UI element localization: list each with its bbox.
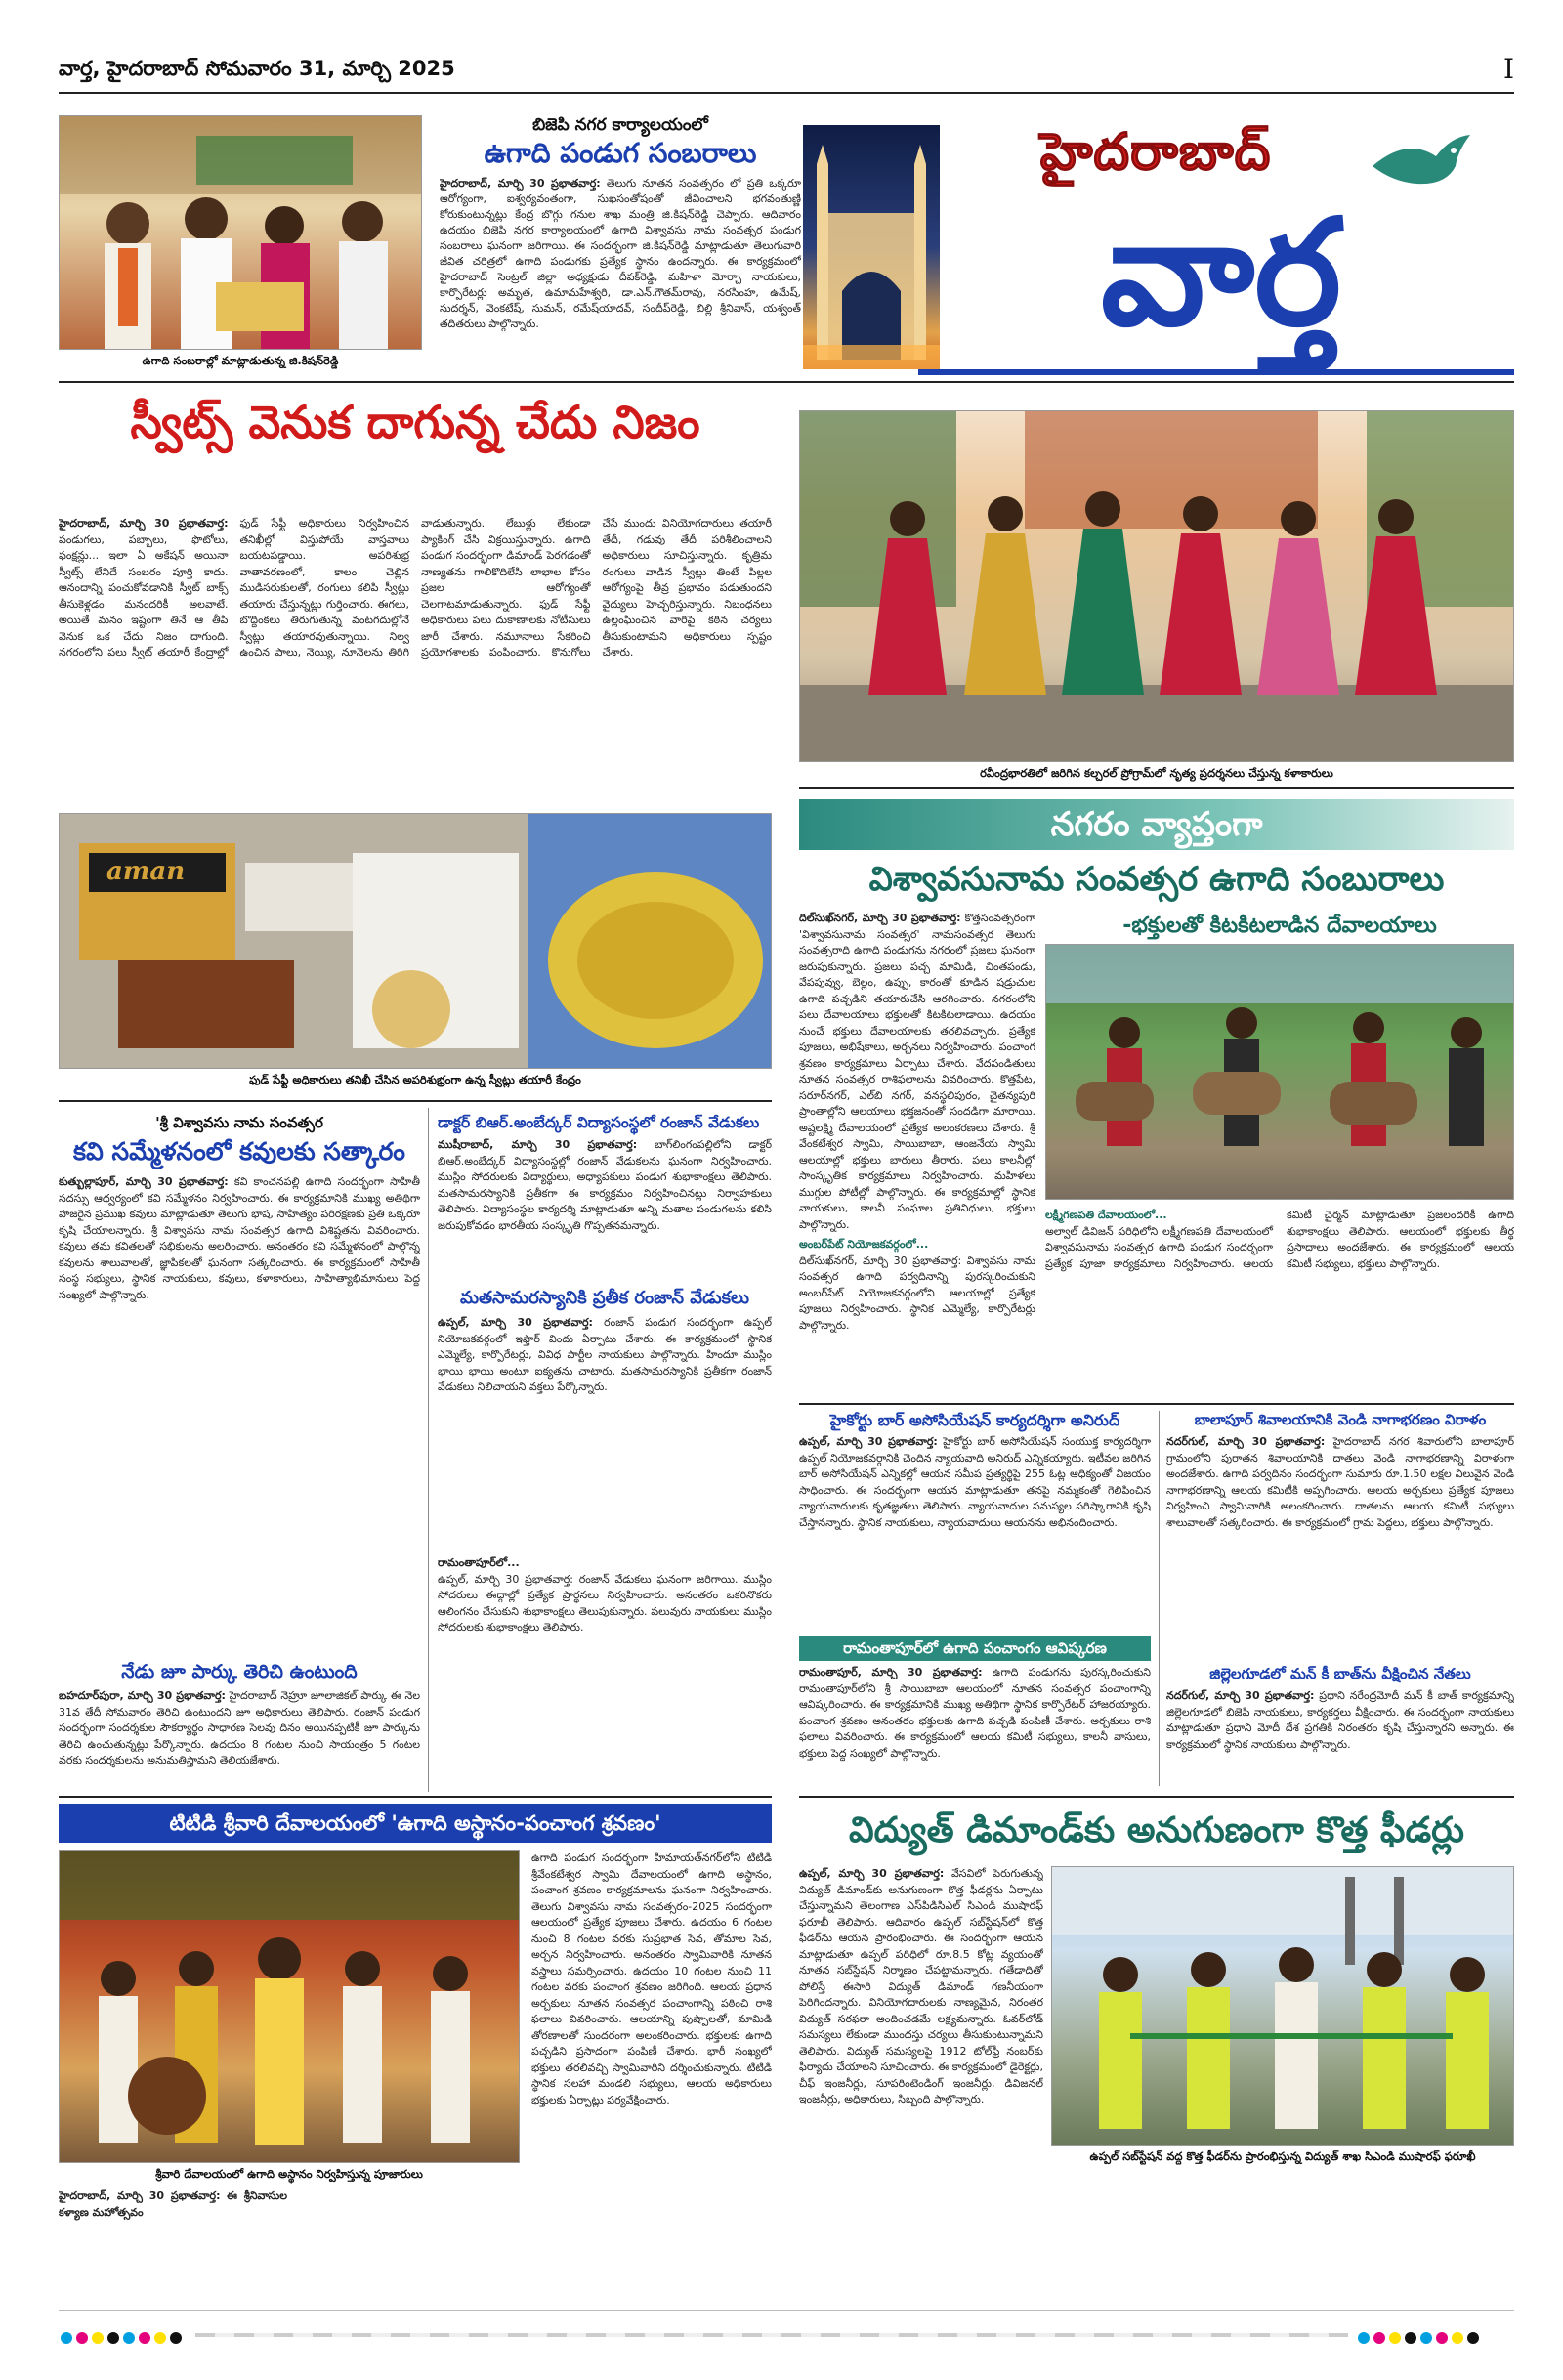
ugadi-text: కొత్తసంవత్సరంగా 'విశ్వావసునామ సంవత్సర' నామసంవత్సర తెలుగు సంవత్సరాది ఉగాది పండుగను నగరంలో ప్రజలు ఘనంగా జరుపుకున్నారు. ప్రజలు పచ్చ మామిడి, చింతపండు, వేపపువ్వు, బెల్లం, ఉప్పు, కారంతో కూడిన షడ్రుచుల ఉగాది పచ్చడిని తయారుచేసి ఆరగించారు. నగరంలోని పలు దేవాలయాలు భక్తులతో కిటకిటలాడాయి. ఉదయం నుంచే భక్తులు దేవాలయాలకు తరలివచ్చారు. ప్రత్యేక పూజలు, అభిషేకాలు, అర్చనలు నిర్వహించారు. పంచాంగ శ్రవణం కార్యక్రమాలు ఏర్పాటు చేశారు. వేదపండితులు నూతన సంవత్సర రాశిఫలాలను వివరించారు. కొత్తపేట, సరూర్‌నగర్, ఎల్‌బి నగర్, వనస్థలిపురం, చైతన్యపురి ప్రాంతాల్లోని ఆలయాలు భక్తజనంతో సందడిగా మారాయి. అష్టలక్ష్మి దేవాలయంలో ప్రత్యేక అలంకరణలు చేశారు. శ్రీ వేంకటేశ్వర స్వామి, సాయిబాబా, ఆంజనేయ స్వామి ఆలయాల్లో భక్తులు బారులు తీరారు. పలు కాలనీల్లో సాంస్కృతిక కార్యక్రమాలు నిర్వహించారు. మహిళలు ముగ్గుల పోటీల్లో పాల్గొన్నారు. ఈ కార్యక్రమాల్లో స్థానిక నాయకులు, కాలనీ సంఘాల ప్రతినిధులు, భక్తులు పాల్గొన్నారు. <box>799 912 1035 1231</box>
bar-headline: హైకోర్టు బార్ అసోసియేషన్ కార్యదర్శిగా అనిరుద్ <box>829 1411 1120 1429</box>
sweets-body <box>59 516 772 809</box>
panchangam-dateline: రామంతాపూర్, మార్చి 30 ప్రభాతవార్త: <box>799 1666 983 1679</box>
charminar-photo <box>803 125 940 369</box>
panchangam-text: ఉగాది పండుగను పురస్కరించుకుని రామంతాపూర్‌లోని శ్రీ సాయిబాబా ఆలయంలో నూతన సంవత్సర పంచాంగాన్ని ఆవిష్కరించారు. ఈ కార్యక్రమానికి ముఖ్య అతిథిగా స్థానిక కార్పొరేటర్ హాజరయ్యారు. పంచాంగ శ్రవణం అనంతరం భక్తులకు ఉగాది పచ్చడి పంపిణీ చేశారు. అర్చకులు రాశి ఫలాలు వివరించారు. ఈ కార్యక్రమంలో ఆలయ కమిటీ సభ్యులు, కాలనీ వాసులు, భక్తులు పెద్ద సంఖ్యలో పాల్గొన్నారు. <box>799 1666 1151 1760</box>
bjp-headline: ఉగాది పండుగ సంబరాలు <box>484 137 757 169</box>
ttd-dateline: హైదరాబాద్, మార్చి 30 ప్రభాతవార్త: <box>59 2189 221 2202</box>
ramantapur-subhead: రామంతాపూర్‌లో... <box>438 1556 520 1569</box>
bjp-photo-caption: ఉగాది సంబరాల్లో మాట్లాడుతున్న జి.కిషన్‌రెడ్డి <box>142 354 339 367</box>
sweets-box-label: aman <box>106 857 186 886</box>
masthead-line: వార్త, హైదరాబాద్ సోమవారం 31, మార్చి 2025 <box>59 57 455 80</box>
balapur-headline: బాలాపూర్ శివాలయానికి వెండి నాగాభరణం విరాళం <box>1194 1411 1487 1428</box>
ugadi-kicker: నగరం వ్యాప్తంగా <box>1050 805 1263 844</box>
ambedkar-body <box>438 1137 772 1280</box>
dance-photo-caption: రవీంద్రభారతిలో జరిగిన కల్చరల్ ప్రోగ్రామ్‌లో నృత్య ప్రదర్శనలు చేస్తున్న కళాకారులు <box>980 766 1333 780</box>
registration-dots-right <box>1358 2329 1483 2348</box>
ugadi-dateline: దిల్‌సుఖ్‌నగర్, మార్చి 30 ప్రభాతవార్త: <box>799 912 961 924</box>
ttd-photo <box>59 1850 520 2163</box>
folk-drummers-photo <box>1045 944 1514 1200</box>
bjp-kicker: బిజెపి నగర కార్యాలయంలో <box>532 115 708 135</box>
zoo-text: హైదరాబాద్ నెహ్రూ జూలాజికల్ పార్కు ఈ నెల 31వ తేదీ సోమవారం తెరిచి ఉంటుందని జూ అధికారులు తెలిపారు. రంజాన్ పండుగ సందర్భంగా సందర్శకుల సౌకర్యార్థం సాధారణ సెలవు దినం అయినప్పటికీ జూ పార్కును తెరిచి ఉంచుతున్నట్లు పేర్కొన్నారు. ఉదయం 8 గంటల నుంచి సాయంత్రం 5 గంటల వరకు సందర్శకులను అనుమతిస్తామని తెలియజేశారు. <box>59 1689 420 1766</box>
sweets-headline: స్వీట్స్ వెనుక దాగున్న చేదు నిజం <box>130 396 700 448</box>
sweets-photo-caption: ఫుడ్ సేఫ్టీ అధికారులు తనిఖీ చేసిన అపరిశుభ్రంగా ఉన్న స్వీట్లు తయారీ కేంద్రం <box>249 1073 581 1086</box>
sweets-dateline: హైదరాబాద్, మార్చి 30 ప్రభాతవార్త: <box>59 517 229 530</box>
ttd-lower-body <box>59 2189 772 2296</box>
bjp-dateline: హైదరాబాద్, మార్చి 30 ప్రభాతవార్త: <box>440 177 601 190</box>
ranzan-text: రంజాన్ పండుగ సందర్భంగా ఉప్పల్ నియోజకవర్గంలో ఇఫ్తార్ విందు ఏర్పాటు చేశారు. ఈ కార్యక్రమంలో స్థానిక ఎమ్మెల్యే, కార్పొరేటర్లు, వివిధ పార్టీల నాయకులు పాల్గొన్నారు. హిందూ ముస్లిం భాయి భాయి అంటూ ఐక్యతను చాటారు. మతసామరస్యానికి ప్రతీకగా రంజాన్ వేడుకలు నిలిచాయని వక్తలు పేర్కొన్నారు. <box>438 1316 772 1393</box>
sweets-text: పండుగలు, పబ్బాలు, ఫొటోలు, ఫంక్షన్లు... ఇలా ఏ అకేషన్ అయినా స్వీట్స్ లేనిదే సంబరం పూర్తి కాదు. ఆనందాన్ని పంచుకోవడానికి స్వీట్ బాక్స్ తీసుకెళ్లడం మనందరికీ అలవాటే. అయితే మనం ఇష్టంగా తినే ఆ తీపి వెనుక ఒక చేదు నిజం దాగుంది. నగరంలోని పలు స్వీట్ తయారీ కేంద్రాల్లో ఫుడ్ సేఫ్టీ అధికారులు నిర్వహించిన తనిఖీల్లో విస్తుపోయే వాస్తవాలు బయటపడ్డాయి. అపరిశుభ్ర వాతావరణంలో, కాలం చెల్లిన ముడిసరుకులతో, రంగులు కలిపి స్వీట్లు తయారు చేస్తున్నట్లు గుర్తించారు. ఈగలు, బొద్దింకలు తిరుగుతున్న వంటగదుల్లోనే స్వీట్లు తయారవుతున్నాయి. నిల్వ ఉంచిన పాలు, నెయ్యి, నూనెలను తిరిగి వాడుతున్నారు. లేబుళ్లు లేకుండా ప్యాకింగ్ చేసి విక్రయిస్తున్నారు. ఉగాది పండుగ సందర్భంగా డిమాండ్ పెరగడంతో నాణ్యతను గాలికొదిలేసి లాభాల కోసం ప్రజల ఆరోగ్యంతో చెలగాటమాడుతున్నారు. ఫుడ్ సేఫ్టీ అధికారులు పలు దుకాణాలకు నోటీసులు జారీ చేశారు. నమూనాలు సేకరించి ప్రయోగశాలకు పంపించారు. కొనుగోలు చేసే ముందు వినియోగదారులు తయారీ తేదీ, గడువు తేదీ పరిశీలించాలని అధికారులు సూచిస్తున్నారు. కృత్రిమ రంగులు వాడిన స్వీట్లు తింటే పిల్లల ఆరోగ్యంపై తీవ్ర ప్రభావం పడుతుందని వైద్యులు హెచ్చరిస్తున్నారు. నిబంధనలు ఉల్లంఘించిన వారిపై కఠిన చర్యలు తీసుకుంటామని అధికారులు స్పష్టం చేశారు. <box>59 517 772 659</box>
ugadi-headline: విశ్వావసునామ సంవత్సర ఉగాది సంబురాలు <box>868 860 1445 899</box>
feeders-photo-caption: ఉప్పల్ సబ్‌స్టేషన్ వద్ద కొత్త ఫీడర్‌ను ప్రారంభిస్తున్న విద్యుత్ శాఖ సిఎండి ముషారఫ్ ఫరూఖీ <box>1089 2149 1476 2163</box>
ambedkar-text: బాగ్‌లింగంపల్లిలోని డాక్టర్ బిఆర్.అంబేద్కర్ విద్యాసంస్థల్లో రంజాన్ వేడుకలను ఘనంగా నిర్వహించారు. ముస్లిం సోదరులకు విద్యార్థులు, అధ్యాపకులు పండుగ శుభాకాంక్షలు తెలిపారు. మతసామరస్యానికి ప్రతీకగా ఈ కార్యక్రమం నిర్వహించినట్లు నిర్వాహకులు తెలిపారు. విద్యాసంస్థల కార్యదర్శి మాట్లాడుతూ అన్ని మతాల పండుగలను కలిసి జరుపుకోవడం భారతీయ సంస్కృతి గొప్పతనమన్నారు. <box>438 1138 772 1232</box>
ranzan-dateline: ఉప్పల్, మార్చి 30 ప్రభాతవార్త: <box>438 1316 593 1329</box>
zoo-body <box>59 1688 420 1786</box>
panchangam-subhead-box <box>799 1636 1151 1661</box>
feeders-body <box>799 1866 1043 2296</box>
mankibaat-text: ప్రధాని నరేంద్రమోదీ మన్ కీ బాత్ కార్యక్రమాన్ని జిల్లెలగూడలో బిజెపి నాయకులు, కార్యకర్తలు వీక్షించారు. ఈ సందర్భంగా నాయకులు మాట్లాడుతూ ప్రధాని మోదీ దేశ ప్రగతికి నిరంతరం కృషి చేస్తున్నారని అన్నారు. ఈ కార్యక్రమంలో స్థానిక నాయకులు పాల్గొన్నారు. <box>1166 1689 1514 1751</box>
zoo-dateline: బహదూర్‌పురా, మార్చి 30 ప్రభాతవార్త: <box>59 1689 226 1702</box>
ugadi-subhead2: లక్ష్మీగణపతి దేవాలయంలో... <box>1045 1209 1167 1221</box>
feeders-lower-body <box>1051 2173 1514 2296</box>
ttd-photo-caption: శ్రీవారి దేవాలయంలో ఉగాది అస్థానం నిర్వహిస్తున్న పూజారులు <box>155 2167 423 2181</box>
ttd-body <box>531 1850 772 2183</box>
ugadi-sub2-text: అల్వాల్ డివిజన్ పరిధిలోని లక్ష్మీగణపతి దేవాలయంలో విశ్వావసునామ సంవత్సర ఉగాది పండుగ సందర్భంగా ప్రత్యేక పూజా కార్యక్రమాలు నిర్వహించారు. ఆలయ కమిటీ చైర్మన్ మాట్లాడుతూ ప్రజలందరికీ ఉగాది శుభాకాంక్షలు తెలిపారు. ఆలయంలో భక్తులకు తీర్థ ప్రసాదాలు అందజేశారు. ఈ కార్యక్రమంలో ఆలయ కమిటీ సభ్యులు, భక్తులు పాల్గొన్నారు. <box>1045 1209 1514 1270</box>
bjp-ugadi-photo <box>59 115 422 350</box>
feeders-dateline: ఉప్పల్, మార్చి 30 ప్రభాతవార్త: <box>799 1867 945 1880</box>
panchangam-body <box>799 1665 1151 1786</box>
bar-text: హైకోర్టు బార్ అసోసియేషన్ సంయుక్త కార్యదర్శిగా ఉప్పల్ నియోజకవర్గానికి చెందిన న్యాయవాది అనిరుద్ ఎన్నికయ్యారు. ఇటీవల జరిగిన బార్ అసోసియేషన్ ఎన్నికల్లో ఆయన సమీప ప్రత్యర్థిపై 255 ఓట్ల ఆధిక్యంతో విజయం సాధించారు. ఈ సందర్భంగా ఆయన మాట్లాడుతూ తనపై నమ్మకంతో గెలిపించిన న్యాయవాదులకు కృతజ్ఞతలు తెలిపారు. న్యాయవాదుల సమస్యల పరిష్కారానికి కృషి చేస్తానన్నారు. స్థానిక నాయకులు, న్యాయవాదులు ఆయనను అభినందించారు. <box>799 1435 1151 1529</box>
mankibaat-subhead: జిల్లెలగూడలో మన్ కీ బాత్‌ను వీక్షించిన నేతలు <box>1209 1665 1471 1682</box>
kavi-body <box>59 1174 420 1653</box>
bar-body <box>799 1434 1151 1630</box>
ugadi-sub-text: దిల్‌సుఖ్‌నగర్, మార్చి 30 ప్రభాతవార్త: విశ్వావసు నామ సంవత్సర ఉగాది పర్వదినాన్ని పురస్కరించుకుని అంబర్‌పేట్ నియోజకవర్గంలోని ఆలయాల్లో ప్రత్యేక పూజలు నిర్వహించారు. స్థానిక ఎమ్మెల్యే, కార్పొరేటర్లు పాల్గొన్నారు. <box>799 1254 1035 1332</box>
sweets-photo <box>59 813 772 1069</box>
ramantapur-text: ఉప్పల్, మార్చి 30 ప్రభాతవార్త: రంజాన్ వేడుకలు ఘనంగా జరిగాయి. ముస్లిం సోదరులు ఈద్గాల్లో ప్రత్యేక ప్రార్థనలు నిర్వహించారు. అనంతరం ఒకరినొకరు ఆలింగనం చేసుకుని శుభాకాంక్షలు తెలుపుకున్నారు. పలువురు నాయకులు ముస్లిం సోదరులకు శుభాకాంక్షలు తెలిపారు. <box>438 1572 772 1634</box>
ranzan-body <box>438 1315 772 1550</box>
feeders-text: వేసవిలో పెరుగుతున్న విద్యుత్ డిమాండ్‌కు అనుగుణంగా కొత్త ఫీడర్లను ఏర్పాటు చేస్తున్నామని తెలంగాణ ఎస్‌పిడిసిఎల్ సిఎండి ముషారఫ్ ఫరూఖీ తెలిపారు. ఆదివారం ఉప్పల్ సబ్‌స్టేషన్‌లో కొత్త ఫీడర్‌ను ఆయన ప్రారంభించారు. ఈ సందర్భంగా ఆయన మాట్లాడుతూ ఉప్పల్ పరిధిలో రూ.8.5 కోట్ల వ్యయంతో నూతన సబ్‌స్టేషన్ నిర్మాణం చేపట్టామన్నారు. గతేడాదితో పోలిస్తే ఈసారి విద్యుత్ డిమాండ్ గణనీయంగా పెరిగిందన్నారు. వినియోగదారులకు నాణ్యమైన, నిరంతర విద్యుత్ సరఫరా అందించడమే లక్ష్యమన్నారు. ఓవర్‌లోడ్ సమస్యలు లేకుండా ముందస్తు చర్యలు తీసుకుంటున్నామని తెలిపారు. విద్యుత్ సమస్యలపై 1912 టోల్‌ఫ్రీ నంబర్‌కు ఫిర్యాదు చేయాలని సూచించారు. ఈ కార్యక్రమంలో డైరెక్టర్లు, చీఫ్ ఇంజనీర్లు, సూపరింటెండింగ్ ఇంజనీర్లు, డివిజనల్ ఇంజనీర్లు, అధికారులు, సిబ్బంది పాల్గొన్నారు. <box>799 1867 1043 2105</box>
zoo-subhead: నేడు జూ పార్కు తెరిచి ఉంటుంది <box>121 1661 358 1682</box>
kavi-dateline: కుత్బుల్లాపూర్, మార్చి 30 ప్రభాతవార్త: <box>59 1175 229 1188</box>
brand-name: వార్త <box>1100 189 1342 359</box>
dance-photo <box>799 410 1514 762</box>
feeders-headline: విద్యుత్ డిమాండ్‌కు అనుగుణంగా కొత్త ఫీడర్లు <box>849 1810 1464 1850</box>
ugadi-kicker-box <box>799 795 1514 905</box>
kavi-text: కవి కాంచనపల్లి ఉగాది సందర్భంగా సాహితీ సదస్సు ఆధ్వర్యంలో కవి సమ్మేళనం నిర్వహించారు. ఈ కార్యక్రమానికి ముఖ్య అతిథిగా హాజరైన ప్రముఖ కవులు మాట్లాడుతూ తెలుగు భాష, సాహిత్యం పరిరక్షణకు ప్రతి ఒక్కరూ కృషి చేయాలన్నారు. శ్రీ విశ్వావసు నామ సంవత్సర ఉగాది విశిష్టతను వివరించారు. కవులు తమ కవితలతో సభికులను అలరించారు. అనంతరం కవి సమ్మేళనంలో పాల్గొన్న కవులను శాలువాలతో, జ్ఞాపికలతో ఘనంగా సత్కరించారు. ఈ కార్యక్రమంలో సాహితీ సంస్థ సభ్యులు, స్థానిక నాయకులు, కవులు, కళాకారులు, సాహిత్యాభిమానులు పెద్ద సంఖ్యలో పాల్గొన్నారు. <box>59 1175 420 1301</box>
registration-dots-left <box>61 2329 186 2348</box>
ttd-headline: టిటిడి శ్రీవారి దేవాలయంలో 'ఉగాది అస్థానం-పంచాంగ శ్రవణం' <box>169 1811 661 1835</box>
balapur-dateline: నదర్‌గుల్, మార్చి 30 ప్రభాతవార్త: <box>1166 1435 1326 1448</box>
feeders-photo <box>1051 1866 1514 2146</box>
page-number: I <box>1502 53 1514 85</box>
ramantapur-body <box>438 1555 772 1786</box>
mankibaat-dateline: నదర్‌గుల్, మార్చి 30 ప్రభాతవార్త: <box>1166 1689 1315 1702</box>
ttd-subhead: ఈ శ్రీనివాసుల కళ్యాణ మహోత్సవం <box>59 2189 287 2219</box>
balapur-body <box>1166 1434 1514 1659</box>
footer-bar <box>195 2333 1348 2337</box>
ttd-text-upper: ఉగాది పండుగ సందర్భంగా హిమాయత్‌నగర్‌లోని టిటిడి శ్రీవేంకటేశ్వర స్వామి దేవాలయంలో ఉగాది అస్థానం, పంచాంగ శ్రవణం కార్యక్రమాలను ఘనంగా నిర్వహించారు. తెలుగు విశ్వావసు నామ సంవత్సరం-2025 సందర్భంగా ఆలయంలో ప్రత్యేక పూజలు చేశారు. ఉదయం 6 గంటల నుంచి 8 గంటల వరకు సుప్రభాత సేవ, తోమాల సేవ, అర్చన నిర్వహించారు. అనంతరం స్వామివారికి నూతన వస్త్రాలు సమర్పించారు. ఉదయం 10 గంటల నుంచి 11 గంటల వరకు పంచాంగ శ్రవణం జరిగింది. ఆలయ ప్రధాన అర్చకులు నూతన సంవత్సర పంచాంగాన్ని పఠించి రాశి ఫలాలు వివరించారు. ఆలయాన్ని పుష్పాలతో, మామిడి తోరణాలతో సుందరంగా అలంకరించారు. భక్తులకు ఉగాది పచ్చడిని ప్రసాదంగా పంపిణీ చేశారు. భారీ సంఖ్యలో భక్తులు తరలివచ్చి స్వామివారిని దర్శించుకున్నారు. టిటిడి స్థానిక సలహా మండలి సభ్యులు, ఆలయ అధికారులు భక్తులకు ఏర్పాట్లు పర్యవేక్షించారు. <box>531 1851 772 2106</box>
ambedkar-dateline: ముషీరాబాద్, మార్చి 30 ప్రభాతవార్త: <box>438 1138 638 1151</box>
ambedkar-headline: డాక్టర్ బిఆర్.అంబేద్కర్ విద్యాసంస్థలో రంజాన్ వేడుకలు <box>438 1114 760 1131</box>
bar-dateline: ఉప్పల్, మార్చి 30 ప్రభాతవార్త: <box>799 1435 938 1448</box>
kavi-headline: కవి సమ్మేళనంలో కవులకు సత్కారం <box>73 1137 405 1166</box>
ttd-headline-box <box>59 1804 772 1843</box>
running-header <box>59 53 1514 90</box>
brand-city: హైదరాబాద్ <box>1039 123 1272 182</box>
bjp-text: తెలుగు నూతన సంవత్సరం లో ప్రతి ఒక్కరూ ఆరోగ్యంగా, ఐశ్వర్యవంతంగా, సుఖసంతోషంతో జీవించాలని భగవంతుణ్ణి కోరుకుంటున్నట్లు కేంద్ర బొగ్గు గనుల శాఖ మంత్రి జి.కిషన్‌రెడ్డి చెప్పారు. ఆదివారం ఉదయం బిజెపి నగర కార్యాలయంలో ఉగాది విశ్వావసు నామ సంవత్సర పండుగ సంబరాలు ఘనంగా జరిగాయి. ఈ సందర్భంగా జి.కిషన్‌రెడ్డి మాట్లాడుతూ తెలుగువారి జీవిత చరిత్రలో ఉగాది పండుగకు ప్రత్యేక స్థానం ఉందన్నారు. ఈ కార్యక్రమంలో హైదరాబాద్ సెంట్రల్ జిల్లా అధ్యక్షుడు దీపక్‌రెడ్డి, మహిళా మోర్చా నాయకులు, కార్పొరేటర్లు అమృత, ఉమామహేశ్వరి, డా.ఎన్.గౌతమ్‌రావు, నరసింహ, ఉమేష్, సుదర్శన్, వెంకటేష్, సుమన్, రమేష్‌యాదవ్, సందీప్‌రెడ్డి, బిల్లి శ్రీనివాస్, యశ్వంత్ తదితరులు పాల్గొన్నారు. <box>440 177 801 330</box>
mankibaat-body <box>1166 1688 1514 1786</box>
kavi-kicker: 'శ్రీ విశ్వావసు నామ సంవత్సర <box>155 1114 323 1131</box>
ugadi-right-body <box>1045 1208 1514 1393</box>
ugadi-subhead: అంబర్‌పేట్ నియోజకవర్గంలో... <box>799 1238 929 1251</box>
ugadi-subkicker: -భక్తులతో కిటకిటలాడిన దేవాలయాలు <box>1122 914 1437 938</box>
panchangam-subhead: రామంతాపూర్‌లో ఉగాది పంచాంగం ఆవిష్కరణ <box>843 1639 1107 1657</box>
ranzan-subhead: మతసామరస్యానికి ప్రతీక రంజాన్ వేడుకలు <box>459 1288 750 1308</box>
bjp-body <box>440 176 801 369</box>
balapur-text: హైదరాబాద్ నగర శివారులోని బాలాపూర్ గ్రామంలోని పురాతన శివాలయానికి దాతలు వెండి నాగాభరణాన్ని విరాళంగా అందజేశారు. ఉగాది పర్వదినం సందర్భంగా సుమారు రూ.1.50 లక్షల విలువైన వెండి నాగాభరణాన్ని ఆలయ కమిటీకి అప్పగించారు. ఆలయ అర్చకులు ప్రత్యేక పూజలు నిర్వహించి స్వామివారికి అలంకరించారు. దాతలను ఆలయ కమిటీ సభ్యులు శాలువాలతో సత్కరించారు. ఈ కార్యక్రమంలో గ్రామ పెద్దలు, భక్తులు పాల్గొన్నారు. <box>1166 1435 1514 1529</box>
